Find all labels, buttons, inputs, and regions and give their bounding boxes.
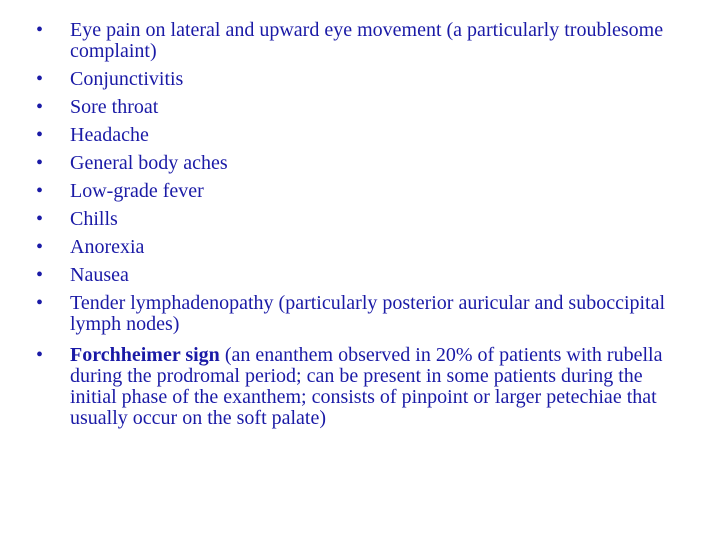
- bullet-icon: •: [36, 208, 44, 230]
- list-item-bold-term: Forchheimer sign: [70, 344, 220, 366]
- bullet-icon: •: [36, 124, 44, 146]
- list-item: [36, 265, 686, 286]
- bullet-icon: •: [36, 292, 44, 314]
- list-item-text: Eye pain on lateral and upward eye movement (a particularly troublesome complaint): [70, 19, 664, 62]
- bullet-icon: •: [36, 180, 44, 202]
- bullet-icon: •: [36, 236, 44, 258]
- list-item-text: General body aches: [70, 152, 228, 174]
- list-item: [36, 20, 686, 62]
- bullet-icon: •: [36, 68, 44, 90]
- symptom-list: [36, 20, 686, 436]
- list-item-text: Anorexia: [70, 236, 145, 258]
- list-item-text: Nausea: [70, 264, 129, 286]
- list-item: [36, 293, 686, 335]
- list-item-text: Sore throat: [70, 96, 159, 118]
- list-item-text: (an enanthem observed in 20% of patients with rubella during the prodromal period; can be present in some patients during the initial phase of the exanthem; consists of pinpoint or larger petechiae that usually occur on the soft palate): [70, 344, 663, 429]
- list-item: [36, 345, 686, 429]
- bullet-icon: •: [36, 264, 44, 286]
- list-item-text: Low-grade fever: [70, 180, 204, 202]
- bullet-icon: •: [36, 96, 44, 118]
- bullet-icon: •: [36, 344, 44, 366]
- list-item: [36, 209, 686, 230]
- list-item: [36, 97, 686, 118]
- list-item: [36, 125, 686, 146]
- list-item: [36, 69, 686, 90]
- list-item-text: Tender lymphadenopathy (particularly posterior auricular and suboccipital lymph nodes): [70, 292, 666, 335]
- list-item-text: Headache: [70, 124, 149, 146]
- list-item-text: Chills: [70, 208, 118, 230]
- list-item: [36, 181, 686, 202]
- list-item: [36, 237, 686, 258]
- bullet-icon: •: [36, 19, 44, 41]
- list-item: [36, 153, 686, 174]
- list-item-text: Conjunctivitis: [70, 68, 184, 90]
- bullet-icon: •: [36, 152, 44, 174]
